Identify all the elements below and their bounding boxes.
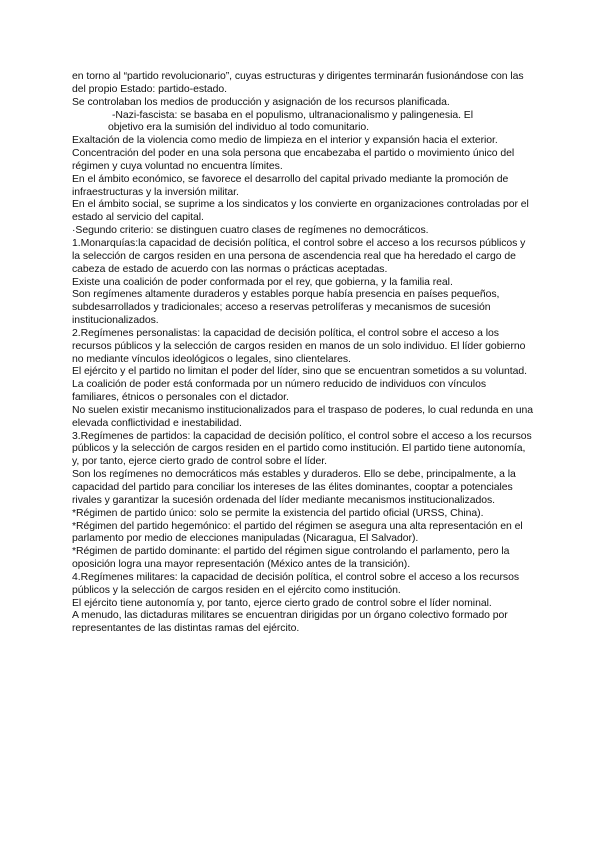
paragraph: Son regímenes altamente duraderos y estables porque había presencia en países pequeños, subdesarrollados y tradicionales; acceso a reservas petrolíferas y mecanismos de sucesión institucionalizados. — [72, 289, 500, 327]
paragraph: en torno al “partido revolucionario”, cuyas estructuras y dirigentes terminarán fusionándose con las del propio Estado: partido-estado. — [72, 71, 524, 95]
paragraph: *Régimen de partido dominante: el partido del régimen sigue controlando el parlamento, pero la oposición logra una mayor representación (México antes de la transición). — [72, 546, 510, 571]
paragraph: En el ámbito económico, se favorece el desarrollo del capital privado mediante la promoción de infraestructuras y la inversión militar. — [72, 173, 509, 198]
paragraph: *Régimen de partido único: solo se permite la existencia del partido oficial (URSS, China). — [72, 507, 484, 519]
paragraph: 3.Regímenes de partidos: la capacidad de decisión político, el control sobre el acceso a los recursos públicos y la selección de cargos residen en el partido como institución. El partido tiene autonomía, y, por tanto, ejerce cierto grado de control sobre el líder. — [72, 430, 532, 468]
paragraph: Existe una coalición de poder conformada por el rey, que gobierna, y la familia real. — [72, 276, 453, 288]
paragraph: *Régimen del partido hegemónico: el partido del régimen se asegura una alta representación en el parlamento por medio de elecciones manipuladas (Nicaragua, El Salvador). — [72, 520, 523, 545]
paragraph: Exaltación de la violencia como medio de limpieza en el interior y expansión hacia el exterior. Concentración del poder en una sola persona que encabezaba el partido o movimiento único del régimen y cuya voluntad no encuentra límites. — [72, 135, 515, 172]
paragraph: -Nazi-fascista: se basaba en el populismo, ultranacionalismo y palingenesia. El — [112, 109, 473, 121]
paragraph: El ejército tiene autonomía y, por tanto, ejerce cierto grado de control sobre el líder nominal. — [72, 597, 492, 609]
document-body — [72, 71, 534, 636]
paragraph: 2.Regímenes personalistas: la capacidad de decisión política, el control sobre el acceso a los recursos públicos y la selección de cargos residen en manos de un solo individuo. El líder gobierno no mediante vínculos ideológicos o legales, sino clientelares. — [72, 327, 526, 365]
paragraph: 4.Regímenes militares: la capacidad de decisión política, el control sobre el acceso a los recursos públicos y la selección de cargos residen en el ejército como institución. — [72, 571, 519, 596]
paragraph: El ejército y el partido no limitan el poder del líder, sino que se encuentran sometidos a su voluntad. La coalición de poder está conformada por un número reducido de individuos con vínculos familiares, étnicos o personales con el dictador. — [72, 366, 527, 404]
paragraph: No suelen existir mecanismo institucionalizados para el traspaso de poderes, lo cual redunda en una elevada conflictividad e inestabilidad. — [72, 404, 533, 429]
paragraph: ·Segundo criterio: se distinguen cuatro clases de regímenes no democráticos. — [72, 225, 429, 237]
paragraph: A menudo, las dictaduras militares se encuentran dirigidas por un órgano colectivo formado por representantes de las distintas ramas del ejército. — [72, 610, 508, 635]
paragraph: Son los regímenes no democráticos más estables y duraderos. Ello se debe, principalmente, a la capacidad del partido para conciliar los intereses de las élites dominantes, cooptar a potenciales rivales y garantizar la sucesión ordenada del líder mediante mecanismos institucionalizados. — [72, 469, 516, 506]
paragraph: En el ámbito social, se suprime a los sindicatos y los convierte en organizaciones controladas por el estado al servicio del capital. — [72, 199, 529, 224]
paragraph: 1.Monarquías:la capacidad de decisión política, el control sobre el acceso a los recursos públicos y la selección de cargos residen en una persona de ascendencia real que ha heredado el cargo de cabeza de estado de acuerdo con las normas o prácticas aceptadas. — [72, 237, 526, 275]
paragraph: objetivo era la sumisión del individuo al todo comunitario. — [108, 122, 370, 134]
paragraph: Se controlaban los medios de producción y asignación de los recursos planificada. — [72, 96, 450, 108]
